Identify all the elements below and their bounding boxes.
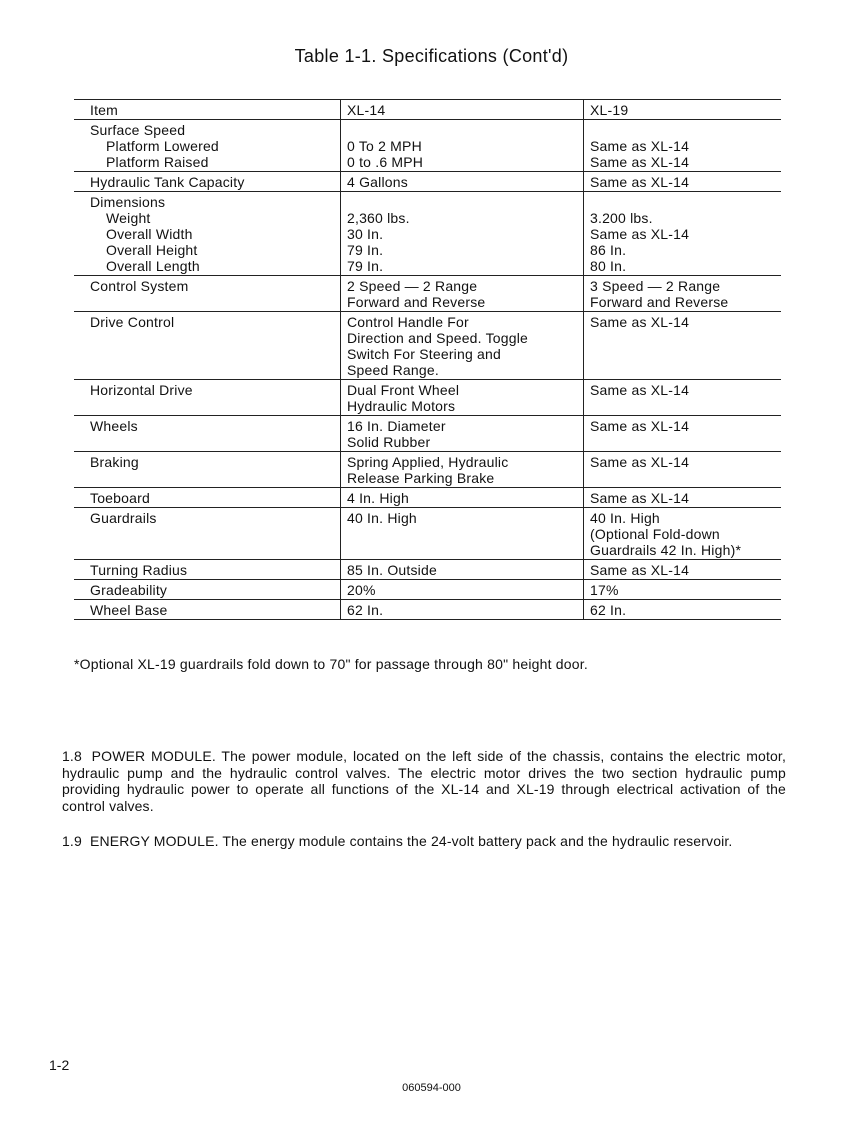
xl19-cell <box>583 600 781 619</box>
cell-line <box>590 122 777 138</box>
cell-line: Same as XL-14 <box>590 562 690 578</box>
cell-line: Toeboard <box>90 490 150 506</box>
cell-line: Spring Applied, Hydraulic <box>347 454 509 470</box>
xl19-cell <box>583 580 781 599</box>
xl19-cell <box>583 452 781 487</box>
item-cell <box>74 416 340 451</box>
cell-line: Same as XL-14 <box>590 314 690 330</box>
cell-line <box>347 194 579 210</box>
table-row <box>74 120 781 172</box>
table-footnote: *Optional XL-19 guardrails fold down to 70" for passage through 80" height door. <box>74 656 588 672</box>
cell-line: 2 Speed — 2 Range <box>347 278 478 294</box>
cell-line: Control Handle For <box>347 314 469 330</box>
cell-line: Same as XL-14 <box>590 174 690 190</box>
cell-line: Switch For Steering and <box>347 346 502 362</box>
cell-line: Hydraulic Motors <box>347 398 456 414</box>
xl14-cell <box>340 120 583 171</box>
header-xl19: XL-19 <box>583 100 781 119</box>
cell-line: Gradeability <box>90 582 168 598</box>
cell-line: (Optional Fold-down <box>590 526 720 542</box>
cell-line: 79 In. <box>347 242 384 258</box>
cell-line: Platform Raised <box>106 154 209 170</box>
cell-line: Hydraulic Tank Capacity <box>90 174 245 190</box>
cell-line: Turning Radius <box>90 562 188 578</box>
header-xl14: XL-14 <box>340 100 583 119</box>
cell-line: Braking <box>90 454 139 470</box>
cell-line: Platform Lowered <box>106 138 219 154</box>
item-cell <box>74 488 340 507</box>
table-header-row <box>74 99 781 120</box>
table-row <box>74 508 781 560</box>
xl14-cell <box>340 452 583 487</box>
cell-line <box>590 194 777 210</box>
item-cell <box>74 508 340 559</box>
cell-line <box>347 122 579 138</box>
cell-line: 3.200 lbs. <box>590 210 653 226</box>
cell-line: 2,360 lbs. <box>347 210 410 226</box>
cell-line: Dimensions <box>90 194 166 210</box>
paragraph-number: 1.8 <box>62 748 82 764</box>
xl19-cell <box>583 380 781 415</box>
cell-line: Forward and Reverse <box>347 294 486 310</box>
item-cell <box>74 120 340 171</box>
paragraph-power-module <box>62 748 786 814</box>
xl19-cell <box>583 276 781 311</box>
cell-line: Drive Control <box>90 314 175 330</box>
cell-line: 0 to .6 MPH <box>347 154 424 170</box>
cell-line: 20% <box>347 582 376 598</box>
cell-line: 62 In. <box>590 602 627 618</box>
paragraph-number: 1.9 <box>62 833 82 849</box>
table-row <box>74 276 781 312</box>
table-row <box>74 600 781 620</box>
xl19-cell <box>583 312 781 379</box>
cell-line: 17% <box>590 582 619 598</box>
item-cell <box>74 380 340 415</box>
cell-line: 3 Speed — 2 Range <box>590 278 721 294</box>
xl19-cell <box>583 560 781 579</box>
xl19-cell <box>583 508 781 559</box>
xl19-cell <box>583 120 781 171</box>
cell-line: Same as XL-14 <box>590 454 690 470</box>
paragraph-energy-module <box>62 833 786 850</box>
cell-line: Surface Speed <box>90 122 186 138</box>
xl14-cell <box>340 312 583 379</box>
xl14-cell <box>340 192 583 275</box>
xl14-cell <box>340 416 583 451</box>
cell-line: 16 In. Diameter <box>347 418 446 434</box>
table-row <box>74 380 781 416</box>
cell-line: Guardrails <box>90 510 157 526</box>
item-cell <box>74 452 340 487</box>
table-row <box>74 416 781 452</box>
cell-line: Direction and Speed. Toggle <box>347 330 529 346</box>
cell-line: Forward and Reverse <box>590 294 729 310</box>
cell-line: Horizontal Drive <box>90 382 193 398</box>
paragraph-heading: ENERGY MODULE. <box>89 833 219 849</box>
xl14-cell <box>340 600 583 619</box>
cell-line: Control System <box>90 278 189 294</box>
paragraph-heading: POWER MODULE. <box>91 748 216 764</box>
table-title: Table 1-1. Specifications (Cont'd) <box>294 46 569 66</box>
xl19-cell <box>583 416 781 451</box>
specifications-table <box>74 99 781 620</box>
cell-line: Dual Front Wheel <box>347 382 460 398</box>
table-row <box>74 192 781 276</box>
xl14-cell <box>340 508 583 559</box>
table-row <box>74 560 781 580</box>
item-cell <box>74 600 340 619</box>
paragraph-text: The power module, located on the left side of the chassis, contains the electric motor, hydraulic pump and the hydraulic control valves. The electric motor drives the two section hydraulic pump providing hydraulic power to operate all functions of the XL-14 and XL-19 through electrical activation of the control valves. <box>62 748 786 814</box>
item-cell <box>74 560 340 579</box>
cell-line: Solid Rubber <box>347 434 431 450</box>
document-number: 060594-000 <box>402 1082 461 1094</box>
table-row <box>74 452 781 488</box>
item-cell <box>74 192 340 275</box>
cell-line: Wheels <box>90 418 138 434</box>
table-row <box>74 172 781 192</box>
xl14-cell <box>340 560 583 579</box>
cell-line: 4 In. High <box>347 490 409 506</box>
cell-line: Same as XL-14 <box>590 490 690 506</box>
xl14-cell <box>340 580 583 599</box>
xl19-cell <box>583 488 781 507</box>
table-row <box>74 312 781 380</box>
cell-line: Same as XL-14 <box>590 226 690 242</box>
xl14-cell <box>340 488 583 507</box>
cell-line: Overall Height <box>106 242 198 258</box>
cell-line: Same as XL-14 <box>590 418 690 434</box>
item-cell <box>74 276 340 311</box>
item-cell <box>74 580 340 599</box>
cell-line: Same as XL-14 <box>590 382 690 398</box>
cell-line: Same as XL-14 <box>590 138 690 154</box>
xl19-cell <box>583 172 781 191</box>
cell-line: 79 In. <box>347 258 384 274</box>
item-cell <box>74 172 340 191</box>
cell-line: Speed Range. <box>347 362 439 378</box>
cell-line: Release Parking Brake <box>347 470 495 486</box>
cell-line: 30 In. <box>347 226 384 242</box>
cell-line: 85 In. Outside <box>347 562 437 578</box>
cell-line: 40 In. High <box>590 510 660 526</box>
table-row <box>74 580 781 600</box>
page-number: 1-2 <box>49 1057 70 1073</box>
xl14-cell <box>340 172 583 191</box>
cell-line: Guardrails 42 In. High)* <box>590 542 742 558</box>
item-cell <box>74 312 340 379</box>
xl14-cell <box>340 380 583 415</box>
cell-line: Weight <box>106 210 151 226</box>
paragraph-text: The energy module contains the 24-volt battery pack and the hydraulic reservoir. <box>222 833 733 849</box>
cell-line: 40 In. High <box>347 510 417 526</box>
xl14-cell <box>340 276 583 311</box>
cell-line: Overall Width <box>106 226 193 242</box>
table-row <box>74 488 781 508</box>
cell-line: 4 Gallons <box>347 174 408 190</box>
xl19-cell <box>583 192 781 275</box>
cell-line: Wheel Base <box>90 602 168 618</box>
cell-line: Overall Length <box>106 258 200 274</box>
cell-line: 86 In. <box>590 242 627 258</box>
cell-line: 0 To 2 MPH <box>347 138 422 154</box>
cell-line: 62 In. <box>347 602 384 618</box>
table-body <box>74 120 781 620</box>
cell-line: 80 In. <box>590 258 627 274</box>
header-item: Item <box>90 102 119 118</box>
cell-line: Same as XL-14 <box>590 154 690 170</box>
